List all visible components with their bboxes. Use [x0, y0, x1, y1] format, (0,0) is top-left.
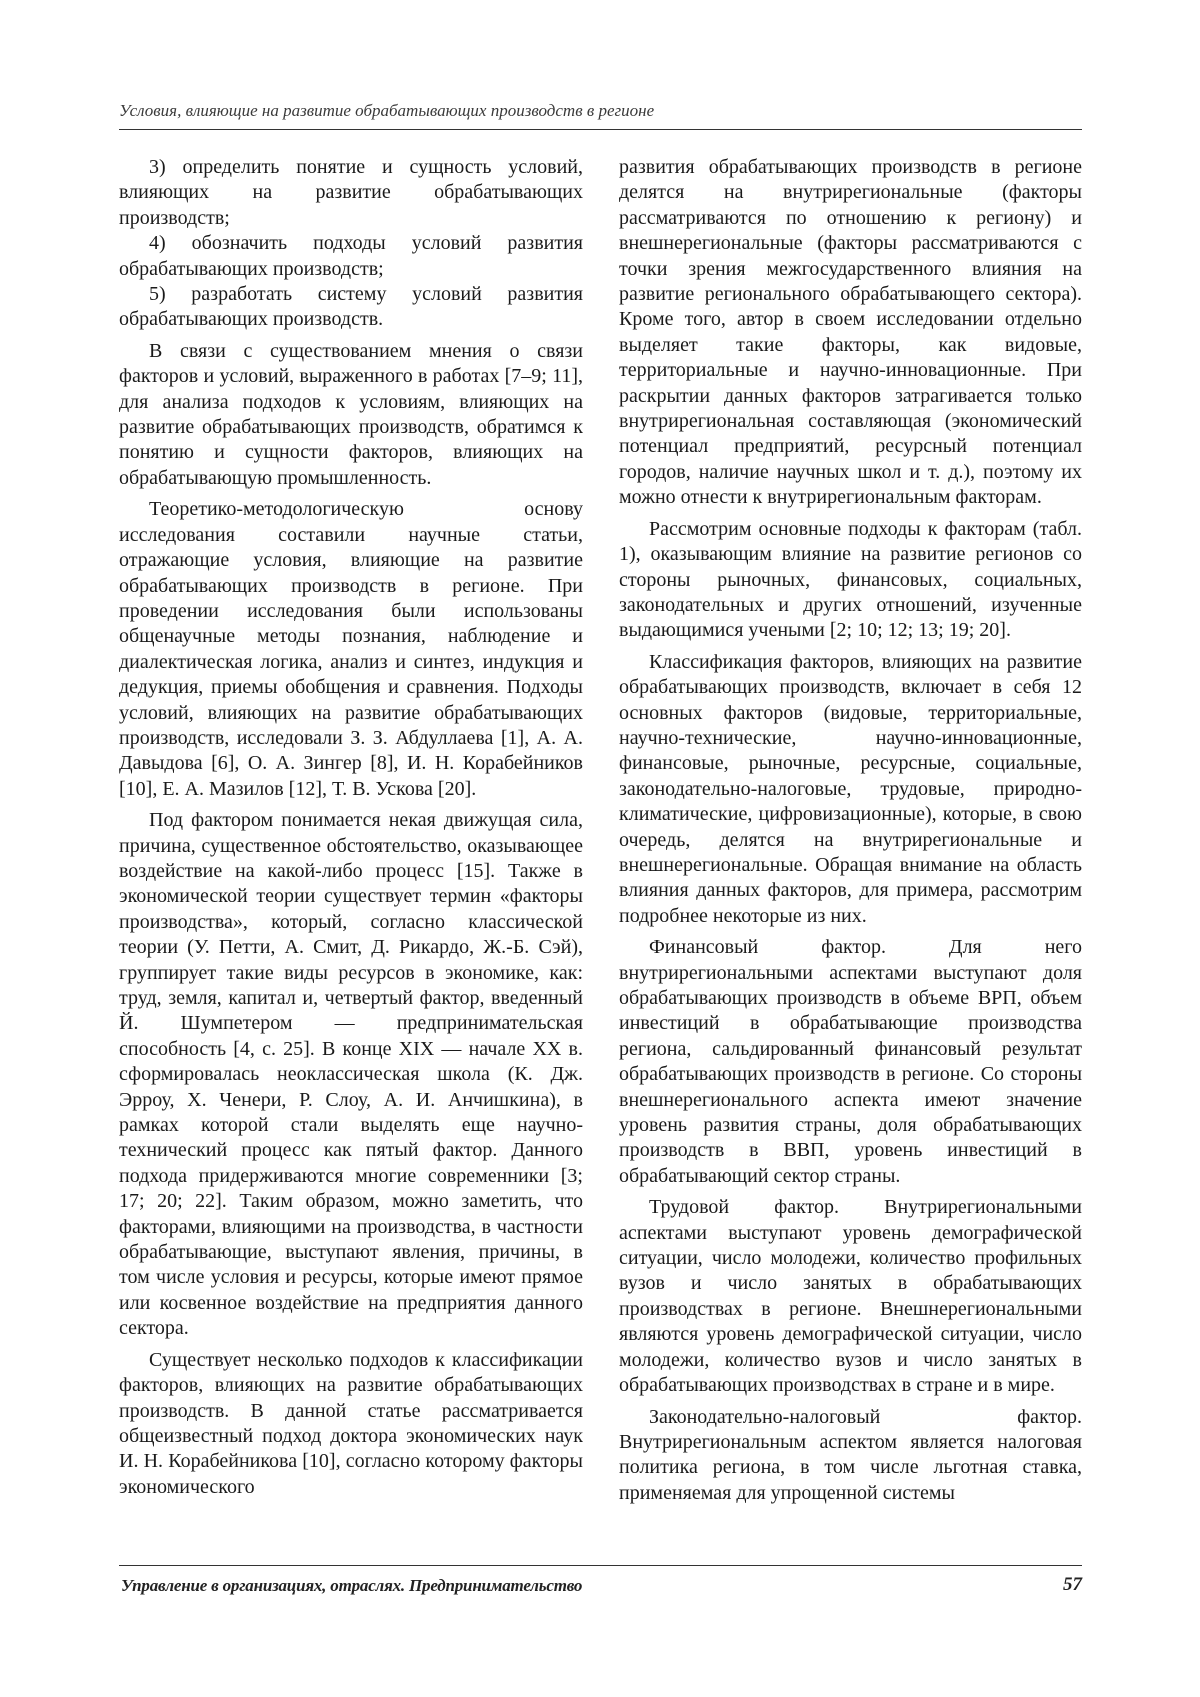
paragraph: Теоретико-методологическую основу исследования составили научные статьи, отражающие условия, влияющие на развитие обрабатывающих производств в регионе. При проведении исследования были использованы общенаучные методы познания, наблюдение и диалектическая логика, анализ и синтез, индукция и дедукция, приемы обобщения и сравнения. Подходы условий, влияющих на развитие обрабатывающих производств, исследовали З. З. Абдуллаева [1], А. А. Давыдова [6], О. А. Зингер [8], И. Н. Корабейников [10], Е. А. Мазилов [12], Т. В. Ускова [20].: [119, 498, 583, 800]
paragraph-continued: развития обрабатывающих производств в регионе делятся на внутрирегиональные (факторы рассматриваются по отношению к региону) и внешнерегиональные (факторы рассматриваются с точки зрения межгосударственного влияния на развитие регионального обрабатывающего сектора). Кроме того, автор в своем исследовании отдельно выделяет такие факторы, как видовые, территориальные и научно-инновационные. При раскрытии данных факторов затрагивается только внутрирегиональная составляющая (экономический потенциал предприятий, ресурсный потенциал городов, наличие научных школ и т. д.), поэтому их можно отнести к внутрирегиональным факторам.: [619, 156, 1082, 509]
paragraph: Законодательно-налоговый фактор. Внутрирегиональным аспектом является налоговая политика региона, в том числе льготная ставка, применяемая для упрощенной системы: [619, 1405, 1082, 1504]
page-number: 57: [1063, 1574, 1082, 1595]
list-item-3: 3) определить понятие и сущность условий, влияющих на развитие обрабатывающих производств;: [119, 156, 583, 229]
header-rule: [119, 129, 1082, 130]
paragraph: Трудовой фактор. Внутрирегиональными аспектами выступают уровень демографической ситуации, число молодежи, количество профильных вузов и число занятых в обрабатывающих производствах в регионе. Внешнерегиональными являются уровень демографической ситуации, число молодежи, количество вузов и число занятых в обрабатывающих производствах в стране и в мире.: [619, 1196, 1082, 1397]
paragraph: Классификация факторов, влияющих на развитие обрабатывающих производств, включает в себя 12 основных факторов (видовые, территориальные, научно-технические, научно-инновационные, финансовые, рыночные, ресурсные, социальные, законодательно-налоговые, трудовые, природно-климатические, цифровизационные), которые, в свою очередь, делятся на внутрирегиональные и внешнерегиональные. Обращая внимание на область влияния данных факторов, для примера, рассмотрим подробнее некоторые из них.: [619, 650, 1082, 927]
right-column: [619, 155, 1082, 1512]
paragraph: Существует несколько подходов к классификации факторов, влияющих на развитие обрабатывающих производств. В данной статье рассматривается общеизвестный подход доктора экономических наук И. Н. Корабейникова [10], согласно которому факторы экономического: [119, 1348, 583, 1498]
list-item-4: 4) обозначить подходы условий развития обрабатывающих производств;: [119, 232, 583, 280]
paragraph: Рассмотрим основные подходы к факторам (табл. 1), оказывающим влияние на развитие регионов со стороны рыночных, финансовых, социальных, законодательных и других отношений, изученные выдающимися учеными [2; 10; 12; 13; 19; 20].: [619, 517, 1082, 642]
paragraph: Под фактором понимается некая движущая сила, причина, существенное обстоятельство, оказывающее воздействие на какой-либо процесс [15]. Также в экономической теории существует термин «факторы производства», который, согласно классической теории (У. Петти, А. Смит, Д. Рикардо, Ж.-Б. Сэй), группирует такие виды ресурсов в экономике, как: труд, земля, капитал и, четвертый фактор, введенный Й. Шумпетером — предпринимательская способность [4, с. 25]. В конце XIX — начале XX в. сформировалась неоклассическая школа (К. Дж. Эрроу, Х. Ченери, Р. Слоу, А. И. Анчишкина), в рамках которой стали выделять еще научно-технический процесс как пятый фактор. Данного подхода придерживаются многие современники [3; 17; 20; 22]. Таким образом, можно заметить, что факторами, влияющими на производства, в частности обрабатывающие, выступают явления, причины, в том числе условия и ресурсы, которые имеют прямое или косвенное воздействие на предприятия данного сектора.: [119, 809, 583, 1340]
list-item-5: 5) разработать систему условий развития обрабатывающих производств.: [119, 283, 583, 331]
paragraph: В связи с существованием мнения о связи факторов и условий, выраженного в работах [7–9; 11], для анализа подходов к условиям, влияющих на развитие обрабатывающих производств, обратимся к понятию и сущности факторов, влияющих на обрабатывающую промышленность.: [119, 339, 583, 489]
footer-rule: [119, 1565, 1082, 1566]
paragraph: Финансовый фактор. Для него внутрирегиональными аспектами выступают доля обрабатывающих производств в объеме ВРП, объем инвестиций в обрабатывающие производства региона, сальдированный финансовый результат обрабатывающих производств в регионе. Со стороны внешнерегионального аспекта имеют значение уровень развития страны, доля обрабатывающих производств в ВВП, уровень инвестиций в обрабатывающий сектор страны.: [619, 936, 1082, 1187]
running-title: Условия, влияющие на развитие обрабатывающих производств в регионе: [119, 101, 655, 120]
journal-section: Управление в организациях, отраслях. Предпринимательство: [121, 1576, 583, 1595]
left-column: [119, 155, 583, 1506]
